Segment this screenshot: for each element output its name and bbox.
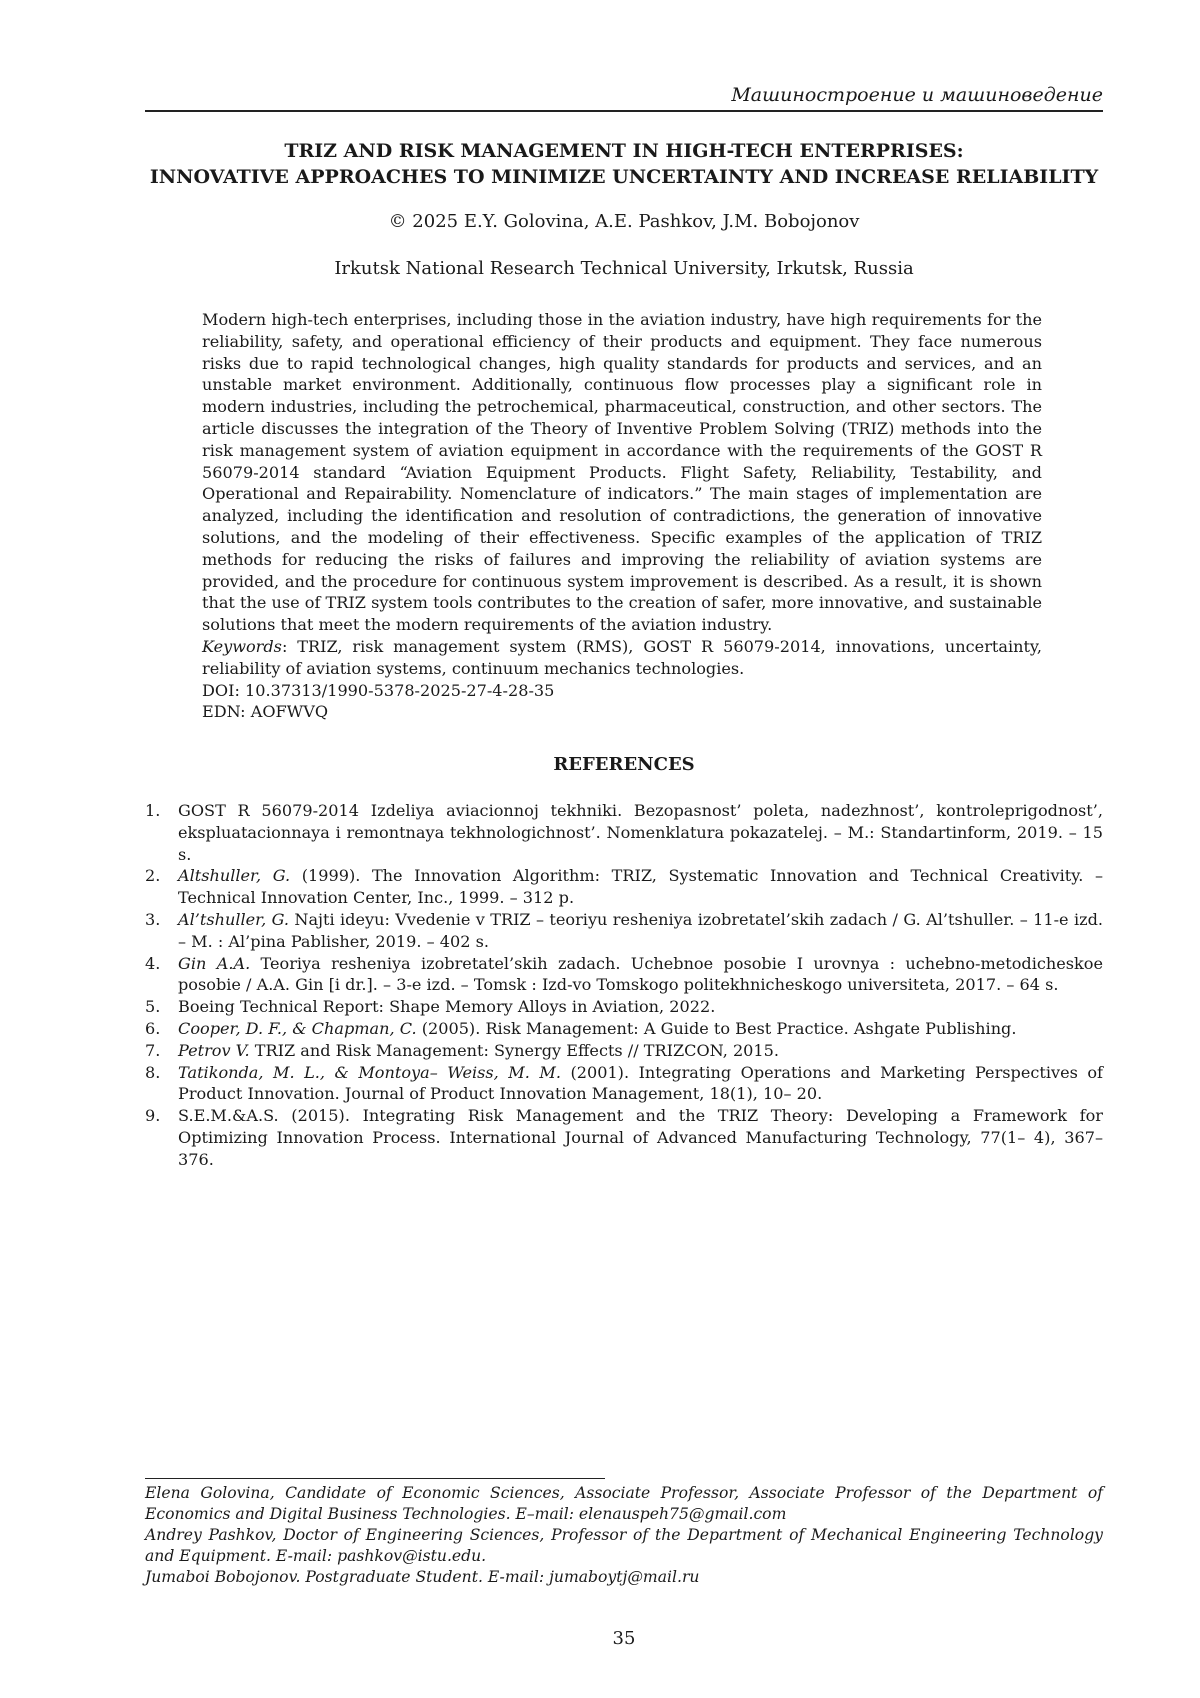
affiliation: Irkutsk National Research Technical University, Irkutsk, Russia	[145, 258, 1103, 279]
keywords-text: : TRIZ, risk management system (RMS), GOST R 56079-2014, innovations, uncertainty, reliability of aviation systems, continuum mechanics technologies.	[202, 637, 1042, 678]
reference-item: 5. Boeing Technical Report: Shape Memory Alloys in Aviation, 2022.	[145, 996, 1103, 1018]
footnote-rule	[145, 1478, 605, 1479]
footnote-pashkov: Andrey Pashkov, Doctor of Engineering Sciences, Professor of the Department of Mechanical Engineering Technology and Equipment. E-mail: pashkov@istu.edu.	[145, 1525, 1103, 1567]
paper-page	[145, 0, 1103, 1698]
page-number: 35	[145, 1628, 1103, 1649]
reference-item: 3. Al’tshuller, G. Najti ideyu: Vvedenie v TRIZ – teoriyu resheniya izobretatel’skih zadach / G. Al’tshuller. – 11-e izd. – M. : Al’pina Pablisher, 2019. – 402 s.	[145, 909, 1103, 953]
footnote-bobojonov: Jumaboi Bobojonov. Postgraduate Student. E-mail: jumaboytj@mail.ru	[145, 1567, 1103, 1588]
running-head: Машиностроение и машиноведение	[731, 84, 1103, 106]
references-list	[145, 800, 1103, 1171]
reference-item: 1. GOST R 56079-2014 Izdeliya aviacionnoj tekhniki. Bezopasnost’ poleta, nadezhnost’, kontroleprigodnost’, ekspluatacionnaya i remontnaya tekhnologichnost’. Nomenklatura pokazatelej. – M.: Standartinform, 2019. – 15 s.	[145, 800, 1103, 865]
keywords	[202, 636, 1042, 680]
authors: © 2025 E.Y. Golovina, A.E. Pashkov, J.M. Bobojonov	[145, 211, 1103, 232]
title-line-2: INNOVATIVE APPROACHES TO MINIMIZE UNCERTAINTY AND INCREASE RELIABILITY	[145, 164, 1103, 190]
author-footnotes	[145, 1483, 1103, 1588]
reference-item: 6. Cooper, D. F., & Chapman, C. (2005). Risk Management: A Guide to Best Practice. Ashgate Publishing.	[145, 1018, 1103, 1040]
reference-item: 2. Altshuller, G. (1999). The Innovation Algorithm: TRIZ, Systematic Innovation and Technical Creativity. – Technical Innovation Center, Inc., 1999. – 312 p.	[145, 865, 1103, 909]
footnote-golovina: Elena Golovina, Candidate of Economic Sciences, Associate Professor, Associate Professor of the Department of Economics and Digital Business Technologies. E–mail: elenauspeh75@gmail.com	[145, 1483, 1103, 1525]
doi: DOI: 10.37313/1990-5378-2025-27-4-28-35	[202, 680, 1042, 702]
header-rule	[145, 110, 1103, 112]
reference-item: 4. Gin A.A. Teoriya resheniya izobretatel’skih zadach. Uchebnoe posobie I urovnya : uchebno-metodicheskoe posobie / A.A. Gin [i dr.]. – 3-e izd. – Tomsk : Izd-vo Tomskogo politekhnicheskogo universiteta, 2017. – 64 s.	[145, 953, 1103, 997]
article-title	[145, 138, 1103, 190]
reference-item: 7. Petrov V. TRIZ and Risk Management: Synergy Effects // TRIZCON, 2015.	[145, 1040, 1103, 1062]
reference-item: 8. Tatikonda, M. L., & Montoya– Weiss, M. M. (2001). Integrating Operations and Marketing Perspectives of Product Innovation. Journal of Product Innovation Management, 18(1), 10– 20.	[145, 1062, 1103, 1106]
keywords-label: Keywords	[202, 637, 282, 656]
title-line-1: TRIZ AND RISK MANAGEMENT IN HIGH-TECH ENTERPRISES:	[145, 138, 1103, 164]
references-heading: REFERENCES	[145, 754, 1103, 775]
abstract-text: Modern high-tech enterprises, including those in the aviation industry, have high requirements for the reliability, safety, and operational efficiency of their products and equipment. They face numerous risks due to rapid technological changes, high quality standards for products and services, and an unstable market environment. Additionally, continuous flow processes play a significant role in modern industries, including the petrochemical, pharmaceutical, construction, and other sectors. The article discusses the integration of the Theory of Inventive Problem Solving (TRIZ) methods into the risk management system of aviation equipment in accordance with the requirements of the GOST R 56079-2014 standard “Aviation Equipment Products. Flight Safety, Reliability, Testability, and Operational and Repairability. Nomenclature of indicators.” The main stages of implementation are analyzed, including the identification and resolution of contradictions, the generation of innovative solutions, and the modeling of their effectiveness. Specific examples of the application of TRIZ methods for reducing the risks of failures and improving the reliability of aviation systems are provided, and the procedure for continuous system improvement is described. As a result, it is shown that the use of TRIZ system tools contributes to the creation of safer, more innovative, and sustainable solutions that meet the modern requirements of the aviation industry.	[202, 309, 1042, 636]
abstract-block	[202, 309, 1042, 723]
reference-item: 9. S.E.M.&A.S. (2015). Integrating Risk Management and the TRIZ Theory: Developing a Framework for Optimizing Innovation Process. International Journal of Advanced Manufacturing Technology, 77(1– 4), 367– 376.	[145, 1105, 1103, 1170]
edn: EDN: AOFWVQ	[202, 701, 1042, 723]
